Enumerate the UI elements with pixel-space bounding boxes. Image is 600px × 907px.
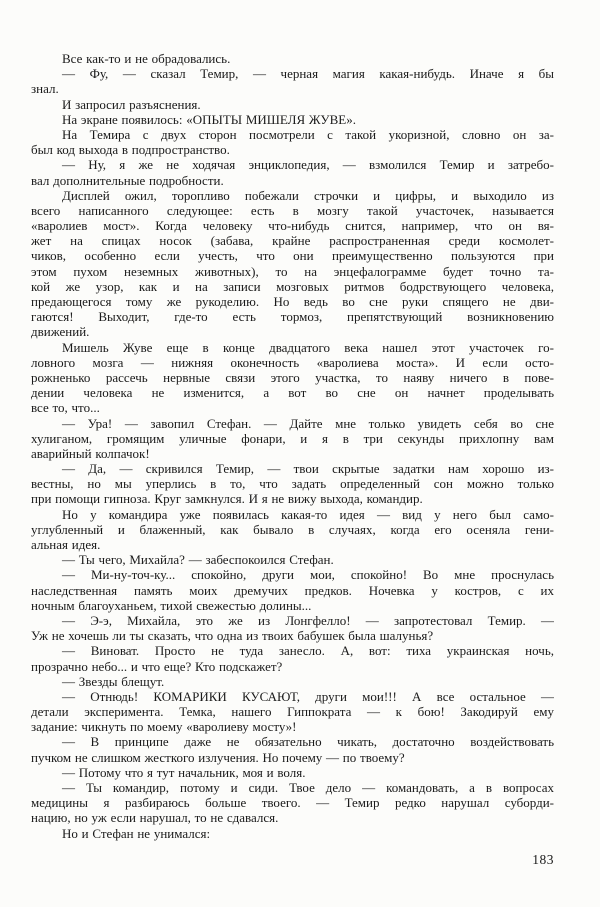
paragraph [31,734,554,764]
paragraph [31,552,554,567]
text-line: И запросил разъяснения. [62,96,201,112]
paragraph [31,613,554,643]
text-line: Дисплей ожил, торопливо побежали строчки и цифры, и выходило из [62,187,554,203]
paragraph [31,416,554,462]
text-line: дении человека не изменится, а вот во сне он начнет проделывать [31,385,554,401]
text-line: — Э-э, Михайла, это же из Лонгфелло! — запротестовал Темир. — [62,612,554,628]
paragraph [31,689,554,735]
text-line: прозрачно небо... и что еще? Кто подскажет? [31,658,283,674]
text-line: Уж не хочешь ли ты сказать, что одна из твоих бабушек была шалунья? [31,628,434,644]
text-line: при помощи гипноза. Круг замкнулся. И я не вижу выхода, командир. [31,491,423,507]
paragraph [31,507,554,553]
paragraph [31,340,554,416]
paragraph [31,188,554,340]
text-line: чиков, особенно если учесть, что они преимущественно пользуются при [31,248,554,264]
text-line: — Отнюдь! КОМАРИКИ КУСАЮТ, други мои!!! А все остальное — [62,688,554,704]
text-line: детали эксперимента. Темка, нашего Гиппократа — к бою! Закодируй ему [31,704,554,720]
paragraph [31,461,554,507]
text-line: Все как-то и не обрадовались. [62,51,231,66]
text-line: рожненько рассечь нервные связи этого участка, то наяву ничего в пове- [31,369,554,385]
text-line: — Да, — скривился Темир, — твои скрытые задатки нам хорошо из- [62,461,554,477]
text-line: — Ми-ну-точ-ку... спокойно, други мои, спокойно! Во мне проснулась [62,567,554,583]
paragraph [31,674,554,689]
text-line: был код выхода в подпространство. [31,142,230,158]
text-line: ловного мозга — нижняя оконечность «варолиева моста». И если осто- [31,354,554,370]
text-line: углубленный и блаженный, как бывало в случаях, когда его осеняла гени- [31,521,554,537]
text-line: пучком не слишком жесткого излучения. Но почему — по твоему? [31,749,405,765]
paragraph [31,157,554,187]
text-line: Мишель Жуве еще в конце двадцатого века нашел этот участочек го- [62,339,554,355]
text-line: нацию, но уж если нарушал, то не сдавался. [31,810,279,826]
text-line: гаются! Выходит, где-то есть тормоз, препятствующий возникновению [31,309,554,325]
text-line: На экране появилось: «ОПЫТЫ МИШЕЛЯ ЖУВЕ». [62,111,356,127]
text-line: этом пухом неземных животных), то на энцефалограмме будет точно та- [31,263,554,279]
text-line: хулиганом, громящим уличные фонари, и я в три секунды прихлопну вам [31,430,554,446]
paragraph [31,780,554,826]
text-line: все то, что... [31,400,100,416]
text-line: — Ты чего, Михайла? — забеспокоился Стефан. [62,552,334,568]
text-line: медицины я разбираюсь больше твоего. — Темир редко нарушал суборди- [31,795,554,811]
paragraph [31,97,554,112]
text-line: «варолиев мост». Когда человеку что-нибудь снится, например, что он вя- [31,218,554,234]
text-line: — В принципе даже не обязательно чикать, достаточно воздействовать [62,734,554,750]
text-line: задание: чикнуть по моему «варолиеву мосту»! [31,719,297,735]
text-line: Но и Стефан не унимался: [62,825,211,841]
text-line: — Звезды блещут. [62,673,165,689]
paragraph [31,643,554,673]
paragraph [31,51,554,66]
text-line: предающегося тому же рукоделию. Но ведь во сне руки спящего не дви- [31,294,554,309]
text-line: альная идея. [31,537,101,552]
paragraph [31,567,554,613]
text-line: наследственная память моих дремучих предков. Ночевка у костров, с их [31,582,554,598]
text-line: всего написанного следующее: есть в мозгу такой участочек, называется [31,202,554,218]
paragraph [31,826,554,841]
text-line: — Ты командир, потому и сиди. Твое дело — командовать, а в вопросах [62,780,554,795]
text-line: вал дополнительные подробности. [31,172,224,188]
text-line: — Ну, я же не ходячая энциклопедия, — взмолился Темир и затребо- [62,157,554,173]
text-line: Но у командира уже появилась какая-то идея — вид у него был само- [62,506,554,522]
text-line: жет на спицах носок (забава, крайне распространенная среди космолет- [31,233,554,249]
text-line: кой же узор, как и на записи мозговых ритмов бодрствующего человека, [31,278,554,294]
page-number: 183 [532,852,554,867]
text-line: — Фу, — сказал Темир, — черная магия какая-нибудь. Иначе я бы [62,66,554,82]
text-line: вестны, но мы уперлись в то, что задать определенный сон можно только [31,476,554,492]
text-line: — Потому что я тут начальник, моя и воля. [62,764,306,780]
text-line: движений. [31,324,90,340]
paragraph [31,112,554,127]
paragraph [31,66,554,96]
text-line: — Ура! — завопил Стефан. — Дайте мне только увидеть себя во сне [62,415,554,431]
text-line: аварийный колпачок! [31,445,150,461]
text-line: На Темира с двух сторон посмотрели с такой укоризной, словно он за- [62,126,554,142]
paragraph [31,765,554,780]
text-line: — Виноват. Просто не туда занесло. А, вот: тиха украинская ночь, [62,643,554,659]
paragraph [31,127,554,157]
text-block [31,51,554,841]
text-line: знал. [31,81,59,97]
text-line: ночным благоуханьем, тихой свежестью долины... [31,597,312,613]
